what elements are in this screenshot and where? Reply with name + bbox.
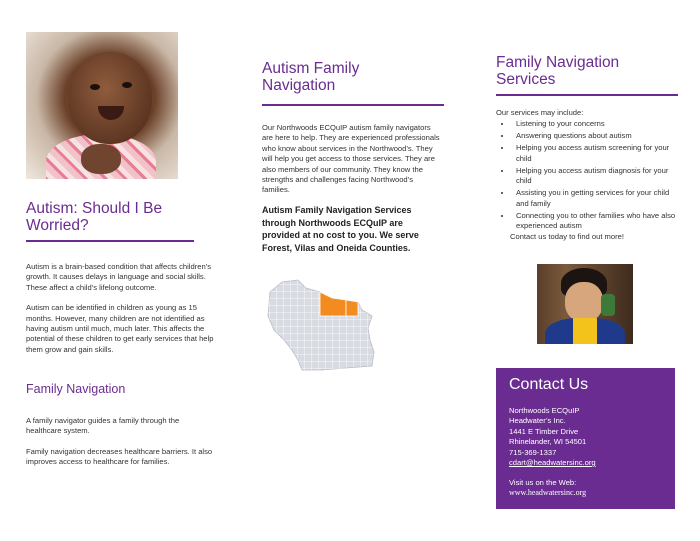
family-navigation-subheading: Family Navigation xyxy=(26,382,126,396)
contact-title: Contact Us xyxy=(509,376,589,393)
right-heading-line: Services xyxy=(496,71,556,88)
highlighted-counties xyxy=(320,292,346,316)
services-list xyxy=(496,119,678,232)
contact-box xyxy=(496,368,675,509)
contact-email-link[interactable]: cdart@headwatersinc.org xyxy=(509,458,596,468)
services-intro: Our services may include: xyxy=(496,108,584,117)
services-list-wrap xyxy=(496,119,678,241)
left-sub-paragraph: A family navigator guides a family through the healthcare system. xyxy=(26,416,180,436)
middle-body xyxy=(262,123,442,196)
contact-city: Rhinelander, WI 54501 xyxy=(509,437,587,447)
contact-company: Headwater’s Inc. xyxy=(509,416,566,426)
middle-heading-line: Autism Family xyxy=(262,60,360,77)
contact-lines xyxy=(509,406,596,468)
list-item: • Helping you access autism screening for your child xyxy=(512,143,678,164)
contact-org: Northwoods ECQuIP xyxy=(509,406,580,415)
middle-heading-rule xyxy=(262,104,444,106)
web-label: Visit us on the Web: xyxy=(509,478,577,487)
web-url-link[interactable]: www.headwatersinc.org xyxy=(509,488,587,497)
left-sub-paragraph: Family navigation decreases healthcare barriers. It also improves access to healthcare for families. xyxy=(26,446,213,467)
list-item: • Assisting you in getting services for your child and family xyxy=(512,188,678,209)
contact-street: 1441 E Timber Drive xyxy=(509,426,579,436)
contact-web xyxy=(509,478,586,498)
list-item: • Connecting you to other families who have also experienced autism xyxy=(512,211,678,232)
left-body xyxy=(26,262,216,365)
right-heading-rule xyxy=(496,94,678,96)
child-photo xyxy=(537,264,633,344)
middle-heading xyxy=(262,60,359,94)
middle-paragraph: Our Northwoods ECQuIP autism family navigators are here to help. They are experienced professionals who know about services in the Northwood’s. They will help you get access to those services. They are also members of our community. They know the strengths and challenges facing Northwood’s families. xyxy=(262,123,440,195)
middle-bold-paragraph: Autism Family Navigation Services through Northwoods ECQuIP are provided at no cost to you. We serve Forest, Vilas and Oneida Counties. xyxy=(262,205,419,253)
contact-phone: 715-369-1337 xyxy=(509,447,557,457)
list-item: • Answering questions about autism xyxy=(512,131,678,142)
left-heading: Autism: Should I Be Worried? xyxy=(26,200,163,234)
services-closing: Contact us today to find out more! xyxy=(510,232,624,242)
list-item: • Listening to your concerns xyxy=(512,119,678,130)
baby-photo xyxy=(26,32,178,179)
left-paragraph: Autism is a brain-based condition that affects children’s growth. It causes delays in language and social skills. These affect a child’s lifelong outcome. xyxy=(26,262,212,292)
right-heading-line: Family Navigation xyxy=(496,54,620,71)
middle-heading-line: Navigation xyxy=(262,77,336,94)
left-paragraph: Autism can be identified in children as young as 15 months. However, many children are not identified as having autism until much, much later. This affects the potential of these children to get early services that help them grow and gain skills. xyxy=(26,303,214,354)
left-heading-rule xyxy=(26,240,194,242)
family-navigation-body xyxy=(26,416,216,478)
list-item: • Helping you access autism diagnosis for your child xyxy=(512,166,678,187)
right-heading xyxy=(496,54,619,88)
wisconsin-map xyxy=(262,270,387,380)
